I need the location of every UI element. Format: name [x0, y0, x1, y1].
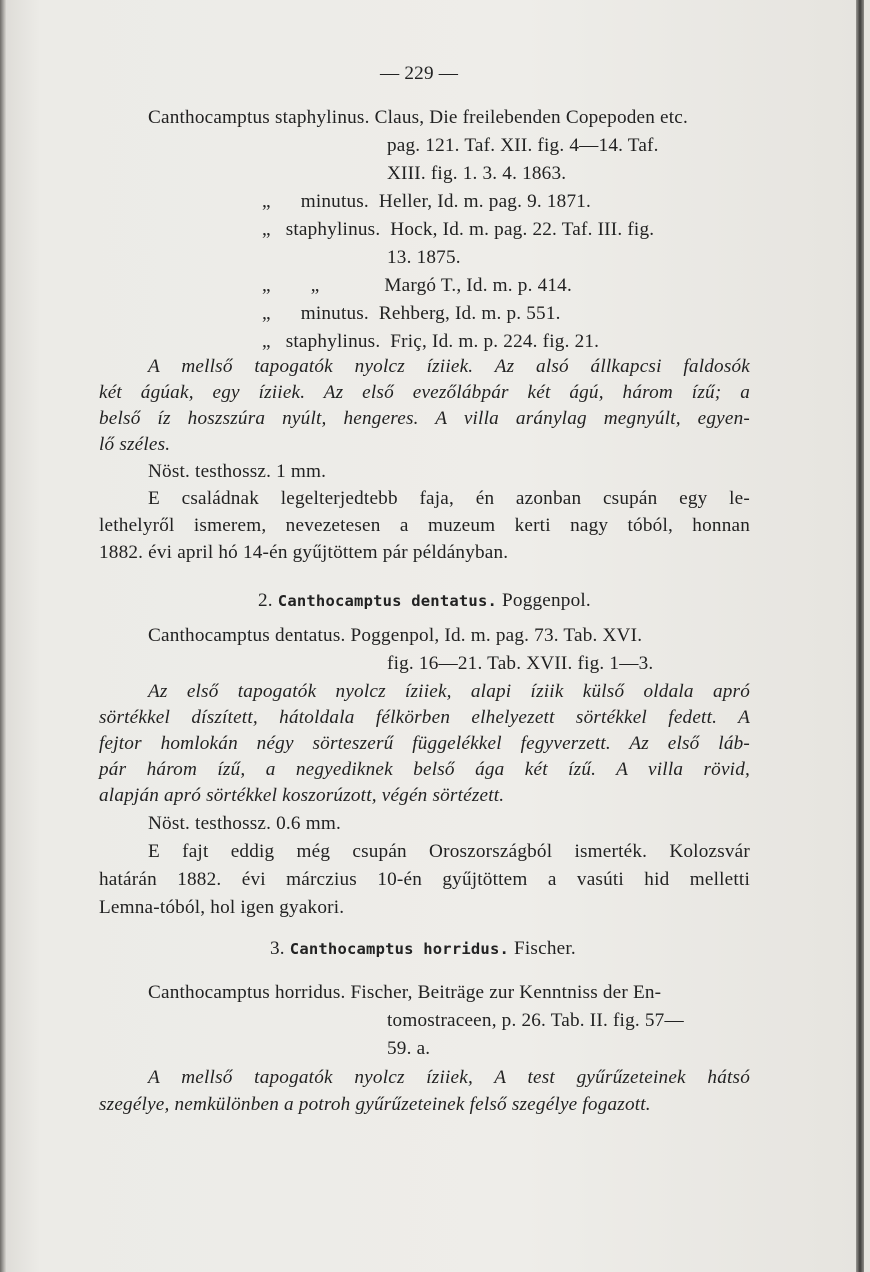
synonym-line: „ minutus. Rehberg, Id. m. p. 551.	[262, 303, 561, 324]
body-line: Nöst. testhossz. 1 mm.	[148, 461, 327, 482]
body-line: 1882. évi april hó 14-én gyűjtöttem pár példányban.	[99, 542, 509, 563]
synonym-line: pag. 121. Taf. XII. fig. 4—14. Taf.	[387, 135, 659, 156]
body-line: lethelyről ismerem, nevezetesen a muzeum kerti nagy tóból, honnan	[99, 515, 750, 536]
section-number: 2.	[258, 590, 273, 611]
body-line: E családnak legelterjedtebb faja, én azonban csupán egy le-	[148, 488, 750, 509]
synonym-line: fig. 16—21. Tab. XVII. fig. 1—3.	[387, 653, 654, 674]
description-line: belső íz hoszszúra nyúlt, hengeres. A villa aránylag megnyúlt, egyen-	[99, 408, 750, 429]
synonym-line: tomostraceen, p. 26. Tab. II. fig. 57—	[387, 1010, 684, 1031]
description-line: lő széles.	[99, 434, 171, 455]
body-line: Nöst. testhossz. 0.6 mm.	[148, 813, 341, 834]
synonym-line: Canthocamptus horridus. Fischer, Beiträge zur Kenntniss der En-	[148, 982, 662, 1003]
description-line: két ágúak, egy íziiek. Az első evezőlábpár két ágú, három ízű; a	[99, 382, 750, 403]
description-line: A mellső tapogatók nyolcz íziiek, A test gyűrűzeteinek hátsó	[148, 1067, 750, 1088]
description-line: alapján apró sörtékkel koszorúzott, végén sörtézett.	[99, 785, 505, 806]
synonym-line: „ minutus. Heller, Id. m. pag. 9. 1871.	[262, 191, 592, 212]
description-line: fejtor homlokán négy sörteszerű függelékkel fegyverzett. Az első láb-	[99, 733, 750, 754]
synonym-line: „ staphylinus. Friç, Id. m. p. 224. fig. 21.	[262, 331, 600, 352]
book-spine	[856, 0, 864, 1272]
synonym-line: XIII. fig. 1. 3. 4. 1863.	[387, 163, 567, 184]
species-author: Fischer.	[514, 938, 576, 959]
synonym-line: Canthocamptus dentatus. Poggenpol, Id. m. pag. 73. Tab. XVI.	[148, 625, 643, 646]
section-number: 3.	[270, 938, 285, 959]
body-line: E fajt eddig még csupán Oroszországból ismerték. Kolozsvár	[148, 841, 750, 862]
synonym-line: „ „ Margó T., Id. m. p. 414.	[262, 275, 572, 296]
species-name: Canthocamptus horridus.	[289, 940, 510, 958]
synonym-line: 13. 1875.	[387, 247, 461, 268]
description-line: sörtékkel díszített, hátoldala félkörben elhelyezett sörtékkel fedett. A	[99, 707, 750, 728]
page-number: — 229 —	[380, 63, 459, 84]
species-name: Canthocamptus dentatus.	[277, 592, 498, 610]
synonym-line: 59. a.	[387, 1038, 431, 1059]
body-line: Lemna-tóból, hol igen gyakori.	[99, 897, 345, 918]
section-heading	[270, 937, 576, 961]
species-author: Poggenpol.	[502, 590, 591, 611]
description-line: pár három ízű, a negyediknek belső ága két ízű. A villa rövid,	[99, 759, 750, 780]
description-line: szegélye, nemkülönben a potroh gyűrűzeteinek felső szegélye fogazott.	[99, 1094, 651, 1115]
section-heading	[258, 589, 591, 613]
synonym-line: Canthocamptus staphylinus. Claus, Die freilebenden Copepoden etc.	[148, 107, 689, 128]
description-line: Az első tapogatók nyolcz íziiek, alapi íziik külső oldala apró	[148, 681, 750, 702]
synonym-line: „ staphylinus. Hock, Id. m. pag. 22. Taf. III. fig.	[262, 219, 655, 240]
body-line: határán 1882. évi márczius 10-én gyűjtöttem a vasúti hid melletti	[99, 869, 750, 890]
description-line: A mellső tapogatók nyolcz íziiek. Az alsó állkapcsi faldosók	[148, 356, 750, 377]
page-left-edge	[0, 0, 6, 1272]
